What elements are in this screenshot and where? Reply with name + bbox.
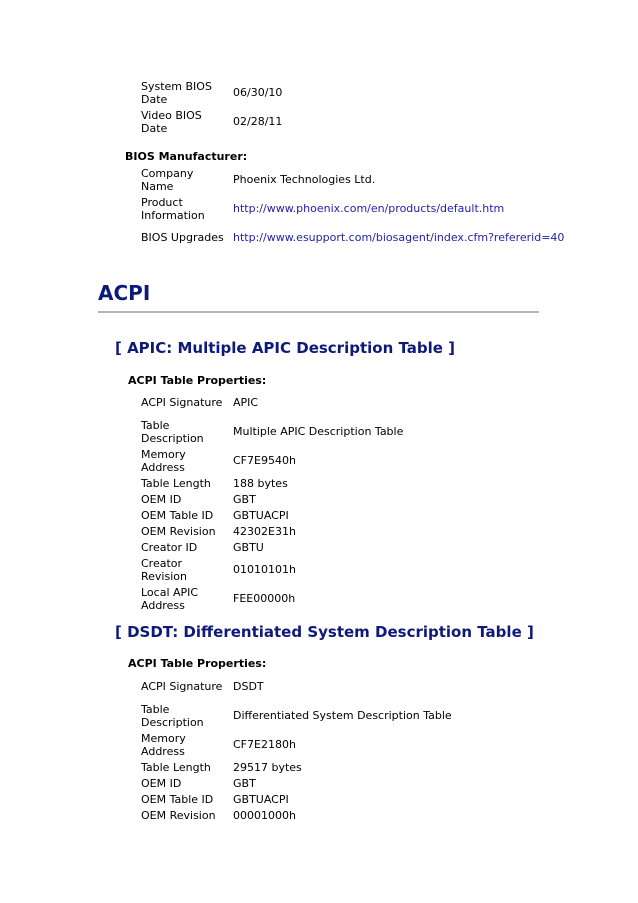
property-key: OEM Revision	[141, 524, 216, 538]
table-row	[141, 523, 403, 539]
property-key: Local APIC Address	[141, 585, 199, 612]
table-row	[141, 388, 403, 417]
property-value: GBTU	[233, 540, 264, 554]
table-row	[141, 555, 403, 584]
table-row	[141, 807, 452, 823]
property-key: ACPI Signature	[141, 680, 223, 693]
property-key: OEM Revision	[141, 808, 216, 822]
acpi-heading: ACPI	[98, 281, 151, 305]
property-key: Table Length	[141, 760, 211, 774]
table-row	[141, 491, 403, 507]
table-row	[141, 107, 282, 136]
property-value: 00001000h	[233, 808, 296, 822]
dsdt-properties-table	[141, 672, 452, 823]
property-key: Table Description	[141, 702, 204, 729]
property-value: FEE00000h	[233, 592, 296, 605]
table-row	[141, 78, 282, 107]
table-row	[141, 584, 403, 613]
table-row	[141, 223, 564, 252]
property-key: ACPI Signature	[141, 396, 223, 409]
property-value: GBT	[233, 492, 256, 506]
property-key: System BIOS Date	[141, 79, 212, 106]
property-key: OEM ID	[141, 492, 182, 506]
table-row	[141, 672, 452, 701]
property-value: 29517 bytes	[233, 760, 302, 774]
table-row	[141, 194, 564, 223]
property-key: Memory Address	[141, 447, 186, 474]
table-row	[141, 507, 403, 523]
table-row	[141, 539, 403, 555]
property-value: CF7E2180h	[233, 738, 296, 751]
table-row	[141, 417, 403, 446]
property-value: 02/28/11	[233, 115, 283, 128]
table-row	[141, 475, 403, 491]
table-row	[141, 791, 452, 807]
property-key: Creator Revision	[141, 556, 187, 583]
property-value: APIC	[233, 396, 259, 409]
table-row	[141, 775, 452, 791]
bios-manufacturer-table	[141, 165, 564, 252]
acpi-table-properties-label: ACPI Table Properties:	[128, 374, 267, 387]
property-key: Memory Address	[141, 731, 186, 758]
property-key: Table Description	[141, 418, 204, 445]
property-value: 188 bytes	[233, 476, 288, 490]
bios-dates-table	[141, 78, 282, 136]
property-key: Product Information	[141, 195, 205, 222]
property-value: GBT	[233, 776, 256, 790]
property-value: Phoenix Technologies Ltd.	[233, 173, 376, 186]
bios-upgrades-link[interactable]: http://www.esupport.com/biosagent/index.cfm?refererid=40	[233, 231, 565, 244]
table-row	[141, 730, 452, 759]
product-information-link[interactable]: http://www.phoenix.com/en/products/default.htm	[233, 202, 505, 215]
property-key: OEM ID	[141, 776, 182, 790]
table-row	[141, 165, 564, 194]
property-key: Table Length	[141, 476, 211, 490]
property-value: Differentiated System Description Table	[233, 709, 452, 722]
property-value: 01010101h	[233, 563, 296, 576]
property-value: GBTUACPI	[233, 508, 289, 522]
bios-manufacturer-label: BIOS Manufacturer:	[125, 150, 248, 163]
property-value: CF7E9540h	[233, 454, 296, 467]
property-value: GBTUACPI	[233, 792, 289, 806]
heading-divider	[98, 311, 539, 313]
apic-table-heading: [ APIC: Multiple APIC Description Table ]	[115, 339, 456, 357]
table-row	[141, 446, 403, 475]
property-value: Multiple APIC Description Table	[233, 425, 404, 438]
apic-properties-table	[141, 388, 403, 613]
property-key: Video BIOS Date	[141, 108, 202, 135]
table-row	[141, 759, 452, 775]
property-value: 06/30/10	[233, 86, 283, 99]
acpi-table-properties-label: ACPI Table Properties:	[128, 657, 267, 670]
property-key: OEM Table ID	[141, 508, 214, 522]
property-key: BIOS Upgrades	[141, 231, 224, 244]
table-row	[141, 701, 452, 730]
property-key: Creator ID	[141, 540, 198, 554]
property-key: Company Name	[141, 166, 194, 193]
property-value: DSDT	[233, 680, 264, 693]
dsdt-table-heading: [ DSDT: Differentiated System Description Table ]	[115, 623, 534, 641]
property-key: OEM Table ID	[141, 792, 214, 806]
property-value: 42302E31h	[233, 524, 296, 538]
